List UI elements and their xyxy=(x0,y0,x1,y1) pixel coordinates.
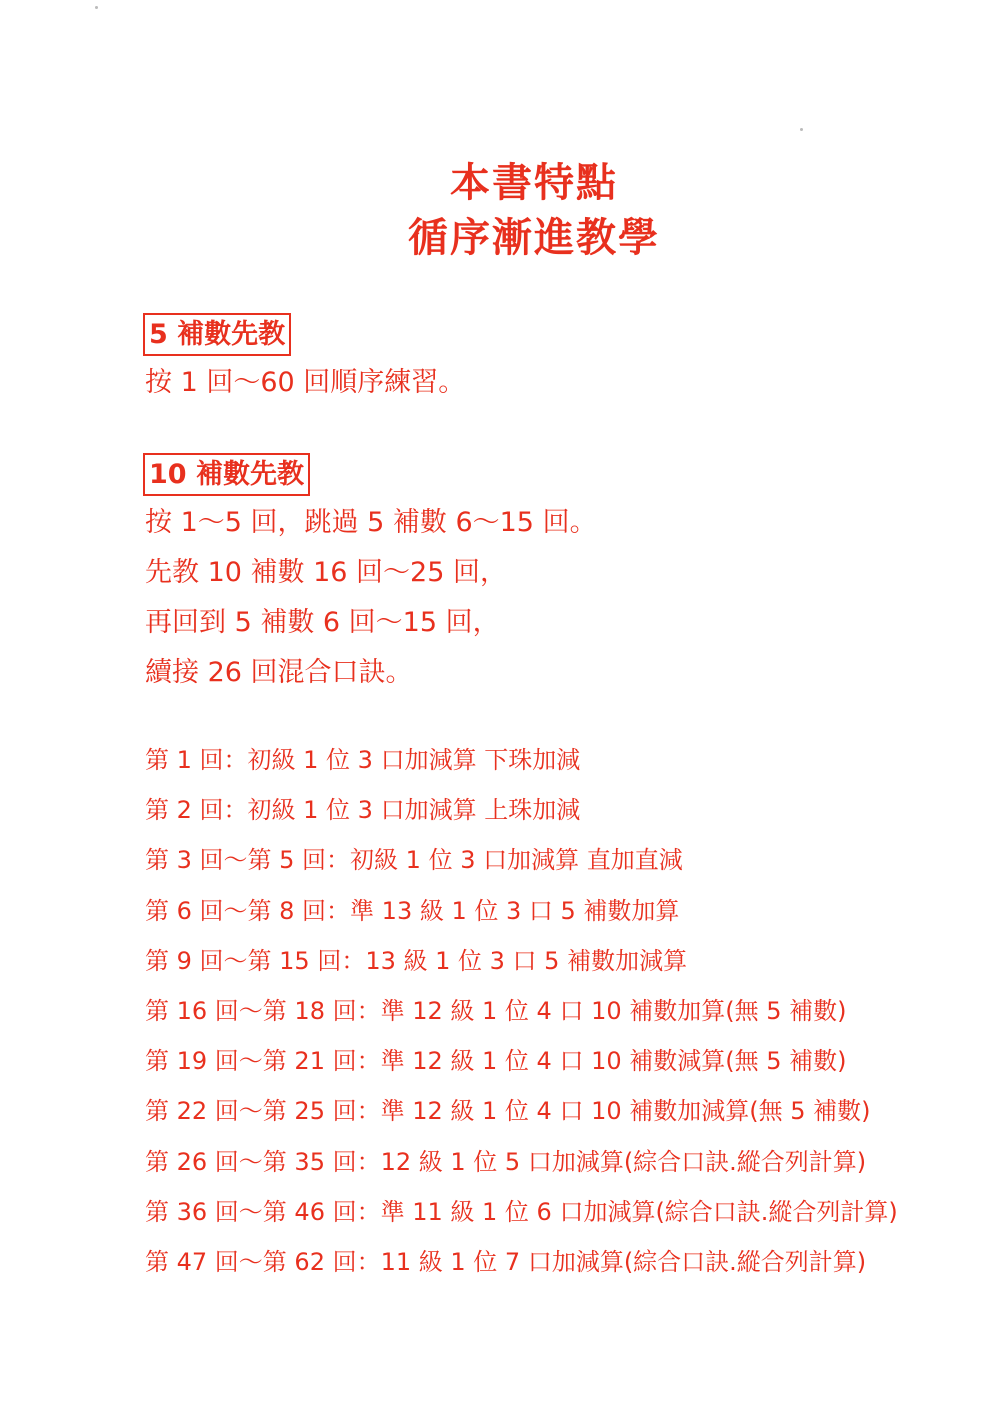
lesson-item: 第 47 回～第 62 回：11 級 1 位 7 口加減算(綜合口訣.縱合列計算) xyxy=(145,1247,867,1276)
section-10-line: 續接 26 回混合口訣。 xyxy=(145,657,413,688)
lesson-item: 第 9 回～第 15 回：13 級 1 位 3 口 5 補數加減算 xyxy=(145,946,688,975)
lesson-item: 第 2 回：初級 1 位 3 口加減算 上珠加減 xyxy=(145,796,581,825)
section-heading-10-complement: 10 補數先教 xyxy=(143,453,310,496)
scan-speck xyxy=(95,6,98,9)
section-10-line: 先教 10 補數 16 回～25 回， xyxy=(145,557,507,588)
section-heading-5-complement: 5 補數先教 xyxy=(143,313,291,356)
lesson-item: 第 22 回～第 25 回：準 12 級 1 位 4 口 10 補數加減算(無 5 補數) xyxy=(145,1097,871,1126)
lesson-item: 第 16 回～第 18 回：準 12 級 1 位 4 口 10 補數加算(無 5 補數) xyxy=(145,996,847,1025)
lesson-item: 第 1 回：初級 1 位 3 口加減算 下珠加減 xyxy=(145,746,581,774)
lesson-item: 第 3 回～第 5 回：初級 1 位 3 口加減算 直加直減 xyxy=(145,846,683,875)
lesson-item: 第 26 回～第 35 回：12 級 1 位 5 口加減算(綜合口訣.縱合列計算) xyxy=(145,1147,867,1176)
section-10-line: 按 1～5 回，跳過 5 補數 6～15 回。 xyxy=(145,507,597,538)
scan-speck xyxy=(800,128,803,131)
lesson-item: 第 19 回～第 21 回：準 12 級 1 位 4 口 10 補數減算(無 5 補數) xyxy=(145,1047,847,1076)
page-subtitle: 循序漸進教學 xyxy=(408,215,660,261)
section-10-line: 再回到 5 補數 6 回～15 回， xyxy=(145,607,500,638)
lesson-list xyxy=(145,745,898,1297)
lesson-item: 第 6 回～第 8 回：準 13 級 1 位 3 口 5 補數加算 xyxy=(145,896,680,925)
page-title: 本書特點 xyxy=(450,160,618,206)
section-5-line: 按 1 回～60 回順序練習。 xyxy=(145,367,466,398)
lesson-item: 第 36 回～第 46 回：準 11 級 1 位 6 口加減算(綜合口訣.縱合列計算) xyxy=(145,1197,898,1226)
